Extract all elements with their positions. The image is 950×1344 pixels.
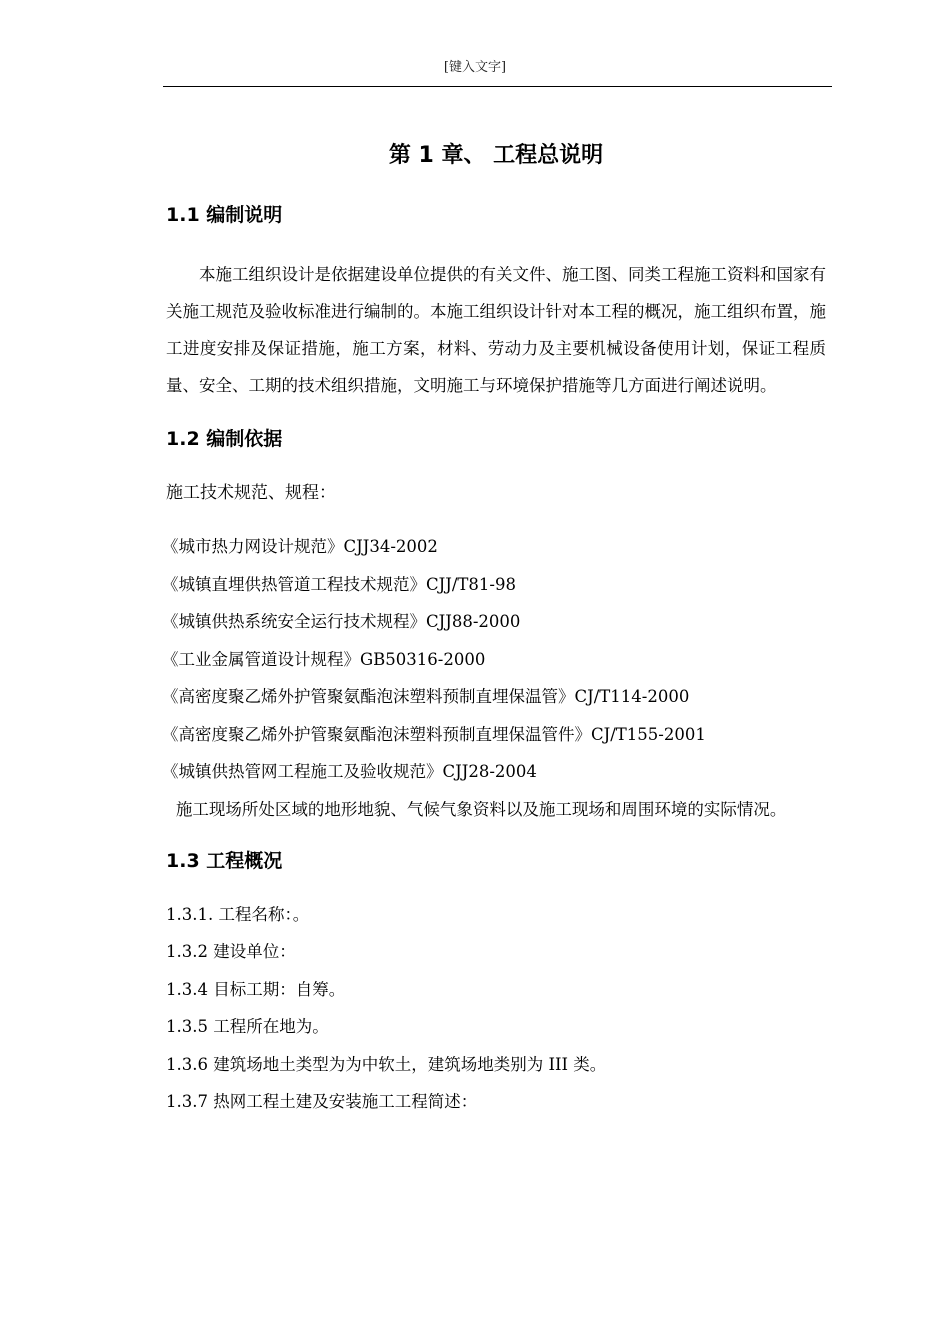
overview-item: 1.3.4 目标工期：自筹。 [166,979,346,999]
standard-item: 《高密度聚乙烯外护管聚氨酯泡沫塑料预制直埋保温管件》CJ/T155-2001 [162,724,706,744]
overview-item: 1.3.6 建筑场地土类型为为中软土，建筑场地类别为 III 类。 [166,1054,607,1074]
standards-list [162,528,826,791]
overview-list [166,896,826,1122]
page-header-text: [键入文字] [443,60,507,75]
standards-subheading: 施工技术规范、规程： [166,483,336,503]
standard-item: 《城镇直埋供热管道工程技术规范》CJJ/T81-98 [162,574,516,594]
overview-item: 1.3.2 建设单位： [166,942,296,962]
standard-item: 《城镇供热管网工程施工及验收规范》CJJ28-2004 [162,762,537,781]
environment-note: 施工现场所处区域的地形地貌、气候气象资料以及施工现场和周围环境的实际情况。 [175,799,787,819]
chapter-title: 第 1 章、 工程总说明 [388,143,604,168]
header-rule [163,86,832,87]
overview-item: 1.3.5 工程所在地为。 [166,1017,329,1037]
standard-item: 《工业金属管道设计规程》GB50316-2000 [162,649,486,669]
section-title-1-2: 1.2 编制依据 [166,428,283,450]
section-1-1-paragraph: 本施工组织设计是依据建设单位提供的有关文件、施工图、同类工程施工资料和国家有关施工规范及验收标准进行编制的。本施工组织设计针对本工程的概况，施工组织布置，施工进度安排及保证措施，施工方案，材料、劳动力及主要机械设备使用计划，保证工程质量、安全、工期的技术组织措施，文明施工与环境保护措施等几方面进行阐述说明。 [166,265,826,395]
overview-item: 1.3.1. 工程名称：。 [166,904,310,924]
standard-item: 《城镇供热系统安全运行技术规程》CJJ88-2000 [162,612,521,631]
section-title-1-1: 1.1 编制说明 [166,204,283,226]
section-title-1-3: 1.3 工程概况 [166,849,283,872]
standard-item: 《高密度聚乙烯外护管聚氨酯泡沫塑料预制直埋保温管》CJ/T114-2000 [162,687,690,706]
overview-item: 1.3.7 热网工程土建及安装施工工程简述： [166,1092,478,1112]
document-body [162,138,826,1121]
standard-item: 《城市热力网设计规范》CJJ34-2002 [162,537,438,556]
